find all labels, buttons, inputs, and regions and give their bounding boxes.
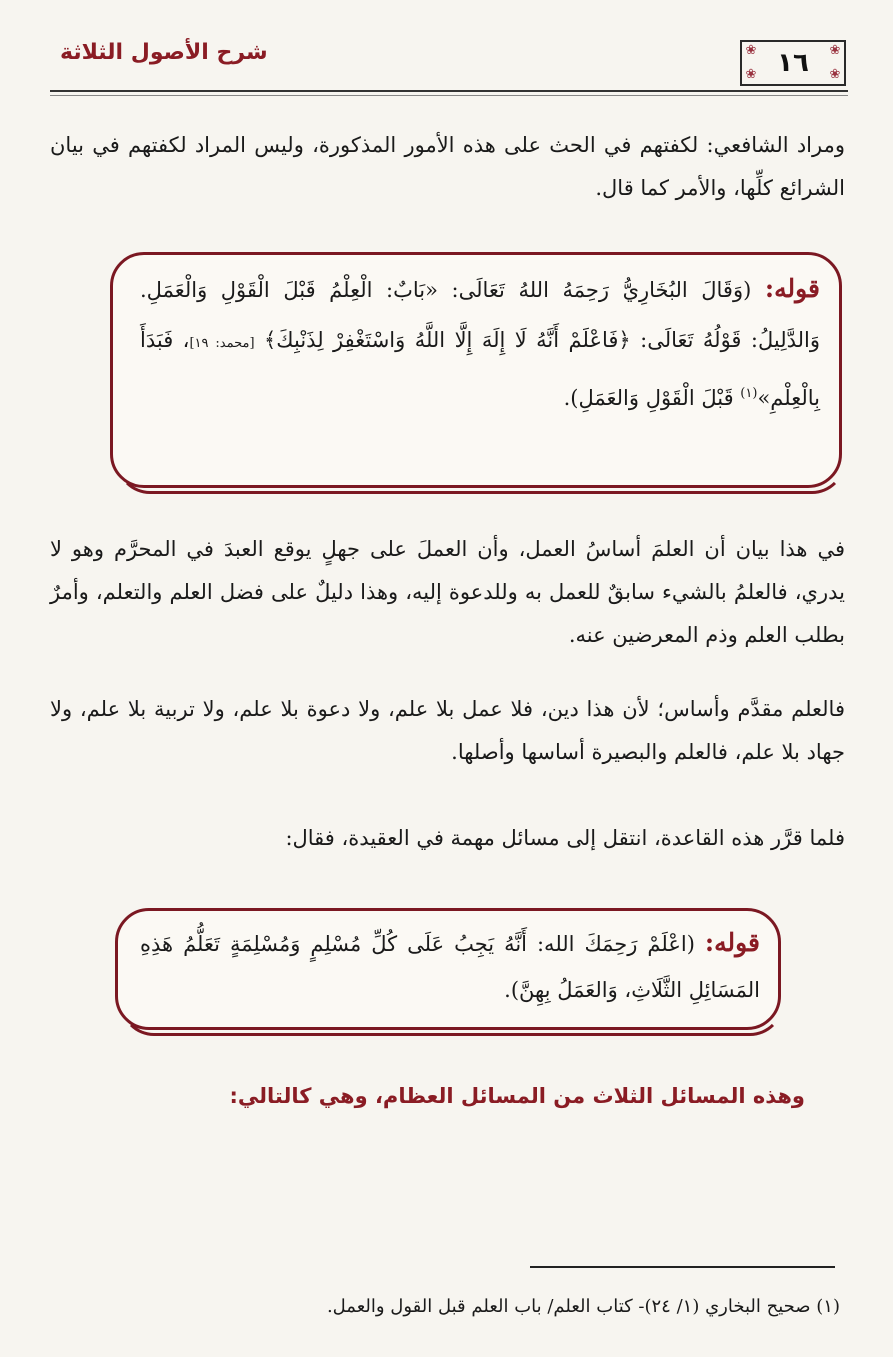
footnote-divider [530,1266,835,1268]
page-number-frame [740,40,846,86]
paragraph: فالعلم مقدَّم وأساس؛ لأن هذا دين، فلا عمل بلا علم، ولا دعوة بلا علم، ولا تربية بلا علم، ولا جهاد بلا علم، فالعلم والبصيرة أساسها وأصلها. [50,697,845,764]
quote-text [140,264,820,423]
footnote-marker[interactable]: (١) [740,386,758,401]
quote-label: قوله: [764,274,820,303]
paragraph: ومراد الشافعي: لكفتهم في الحث على هذه الأمور المذكورة، وليس المراد لكفتهم في بيان الشرائع كلِّها، والأمر كما قال. [50,133,845,200]
quote-text [140,920,760,1013]
running-header-title: شرح الأصول الثلاثة [60,40,268,65]
flower-ornament-icon: ❀ [829,67,841,82]
verse-reference: [محمد: ١٩] [189,336,255,351]
header-divider [50,90,848,92]
header-divider-thin [50,95,848,96]
footnote: (١) صحيح البخاري (١/ ٢٤)- كتاب العلم/ باب العلم قبل القول والعمل. [326,1296,840,1317]
quote-body-cont: ، فَبَدَأَ بِالْعِلْمِ» [140,328,820,410]
flower-ornament-icon: ❀ [745,43,757,58]
paragraph: فلما قرَّر هذه القاعدة، انتقل إلى مسائل مهمة في العقيدة، فقال: [285,826,845,850]
quote-label: قوله: [704,928,760,957]
flower-ornament-icon: ❀ [745,67,757,82]
quote-body-end: قَبْلَ الْقَوْلِ وَالعَمَلِ). [563,386,741,410]
quote-body: (اعْلَمْ رَحِمَكَ الله: أَنَّهُ يَجِبُ عَلَى كُلِّ مُسْلِمٍ وَمُسْلِمَةٍ تَعَلُّمُ هَذِهِ المَسَائِلِ الثَّلَاثِ، وَالعَمَلُ بِهِنَّ). [140,932,760,1002]
quote-body: (وَقَالَ البُخَارِيُّ رَحِمَهُ اللهُ تَعَالَى: «بَابٌ: الْعِلْمُ قَبْلَ الْقَوْلِ وَالْعَمَلِ. وَالدَّلِيلُ: قَوْلُهُ تَعَالَى: ﴿فَاعْلَمْ أَنَّهُ لَا إِلَهَ إِلَّا اللَّهُ وَاسْتَغْفِرْ لِذَنْبِكَ﴾ [140,278,821,352]
flower-ornament-icon: ❀ [829,43,841,58]
section-heading: وهذه المسائل الثلاث من المسائل العظام، وهي كالتالي: [229,1084,805,1108]
paragraph: في هذا بيان أن العلمَ أساسُ العمل، وأن العملَ على جهلٍ يوقع العبدَ في المحرَّم وهو لا يدري، فالعلمُ بالشيء سابقٌ للعمل به وللدعوة إليه، وهذا دليلٌ على فضل العلم والتعلم، وأمرٌ بطلب العلم وذم المعرضين عنه. [50,537,845,647]
page-number: ١٦ [777,48,809,78]
